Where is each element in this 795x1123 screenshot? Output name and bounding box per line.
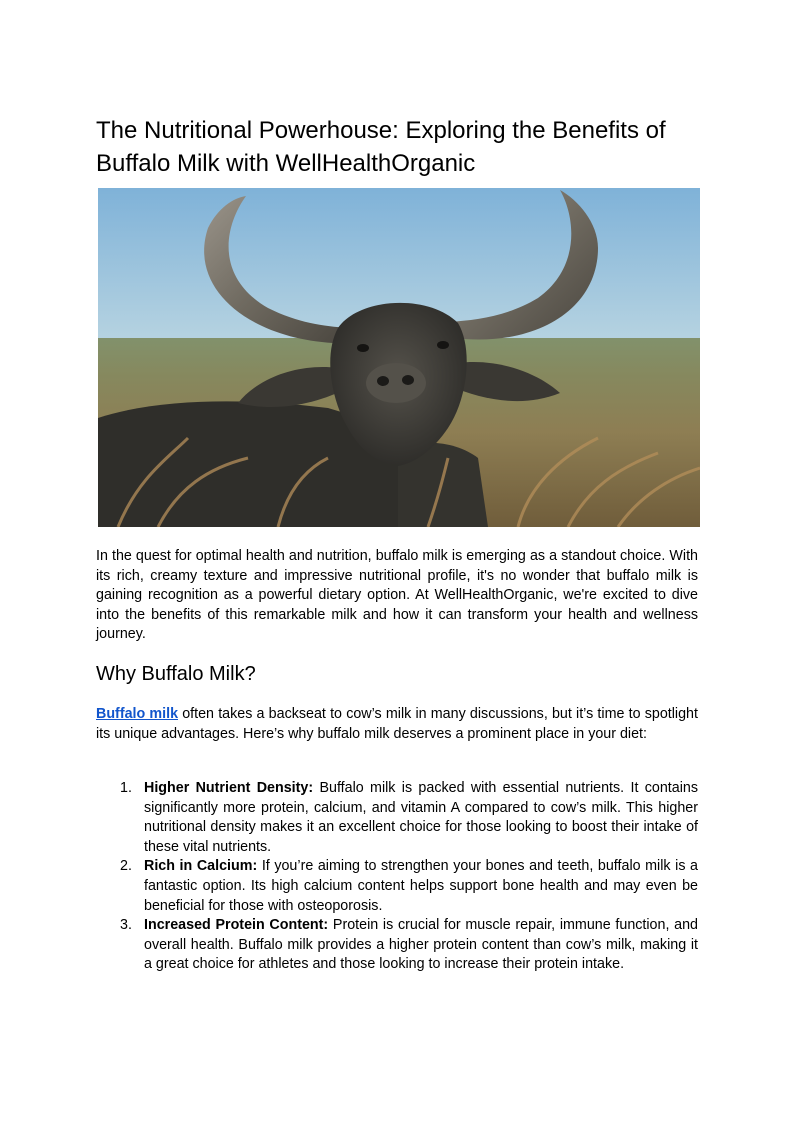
list-number: 3.: [120, 917, 132, 934]
list-number: 2.: [120, 858, 132, 875]
list-item: [96, 916, 698, 975]
benefit-title: Rich in Calcium:: [144, 858, 258, 875]
buffalo-photo: [98, 188, 700, 527]
lead-paragraph: [96, 705, 698, 744]
buffalo-milk-link[interactable]: Buffalo milk: [96, 706, 179, 722]
benefits-list: [96, 779, 698, 975]
intro-paragraph: In the quest for optimal health and nutrition, buffalo milk is emerging as a standout choice. With its rich, creamy texture and impressive nutritional profile, it's no wonder that buffalo milk is gaining recognition as a powerful dietary option. At WellHealthOrganic, we're excited to dive into the benefits of this remarkable milk and how it can transform your health and wellness journey.: [96, 548, 698, 643]
benefit-title: Higher Nutrient Density:: [144, 780, 314, 796]
section-heading: Why Buffalo Milk?: [96, 663, 256, 685]
benefit-text: Protein is crucial for muscle repair, immune function, and overall health. Buffalo milk provides a higher protein content than cow’s milk, making it a great choice for athletes and those looking to increase their protein intake.: [144, 917, 699, 973]
benefit-text: If you’re aiming to strengthen your bones and teeth, buffalo milk is a fantastic option. Its high calcium content helps support bone health and may even be beneficial for those with osteoporosis.: [144, 858, 698, 914]
list-number: 1.: [120, 780, 132, 796]
list-item: [96, 857, 698, 916]
article-title: The Nutritional Powerhouse: Exploring the Benefits of Buffalo Milk with WellHealthOrganic: [96, 117, 666, 177]
benefit-title: Increased Protein Content:: [144, 917, 329, 934]
lead-text: often takes a backseat to cow’s milk in many discussions, but it’s time to spotlight its unique advantages. Here’s why buffalo milk deserves a prominent place in your diet:: [96, 706, 698, 742]
benefit-text: Buffalo milk is packed with essential nutrients. It contains significantly more protein, calcium, and vitamin A compared to cow’s milk. This higher nutritional density makes it an excellent choice for those looking to boost their intake of these vital nutrients.: [144, 780, 698, 855]
list-item: [96, 779, 698, 857]
